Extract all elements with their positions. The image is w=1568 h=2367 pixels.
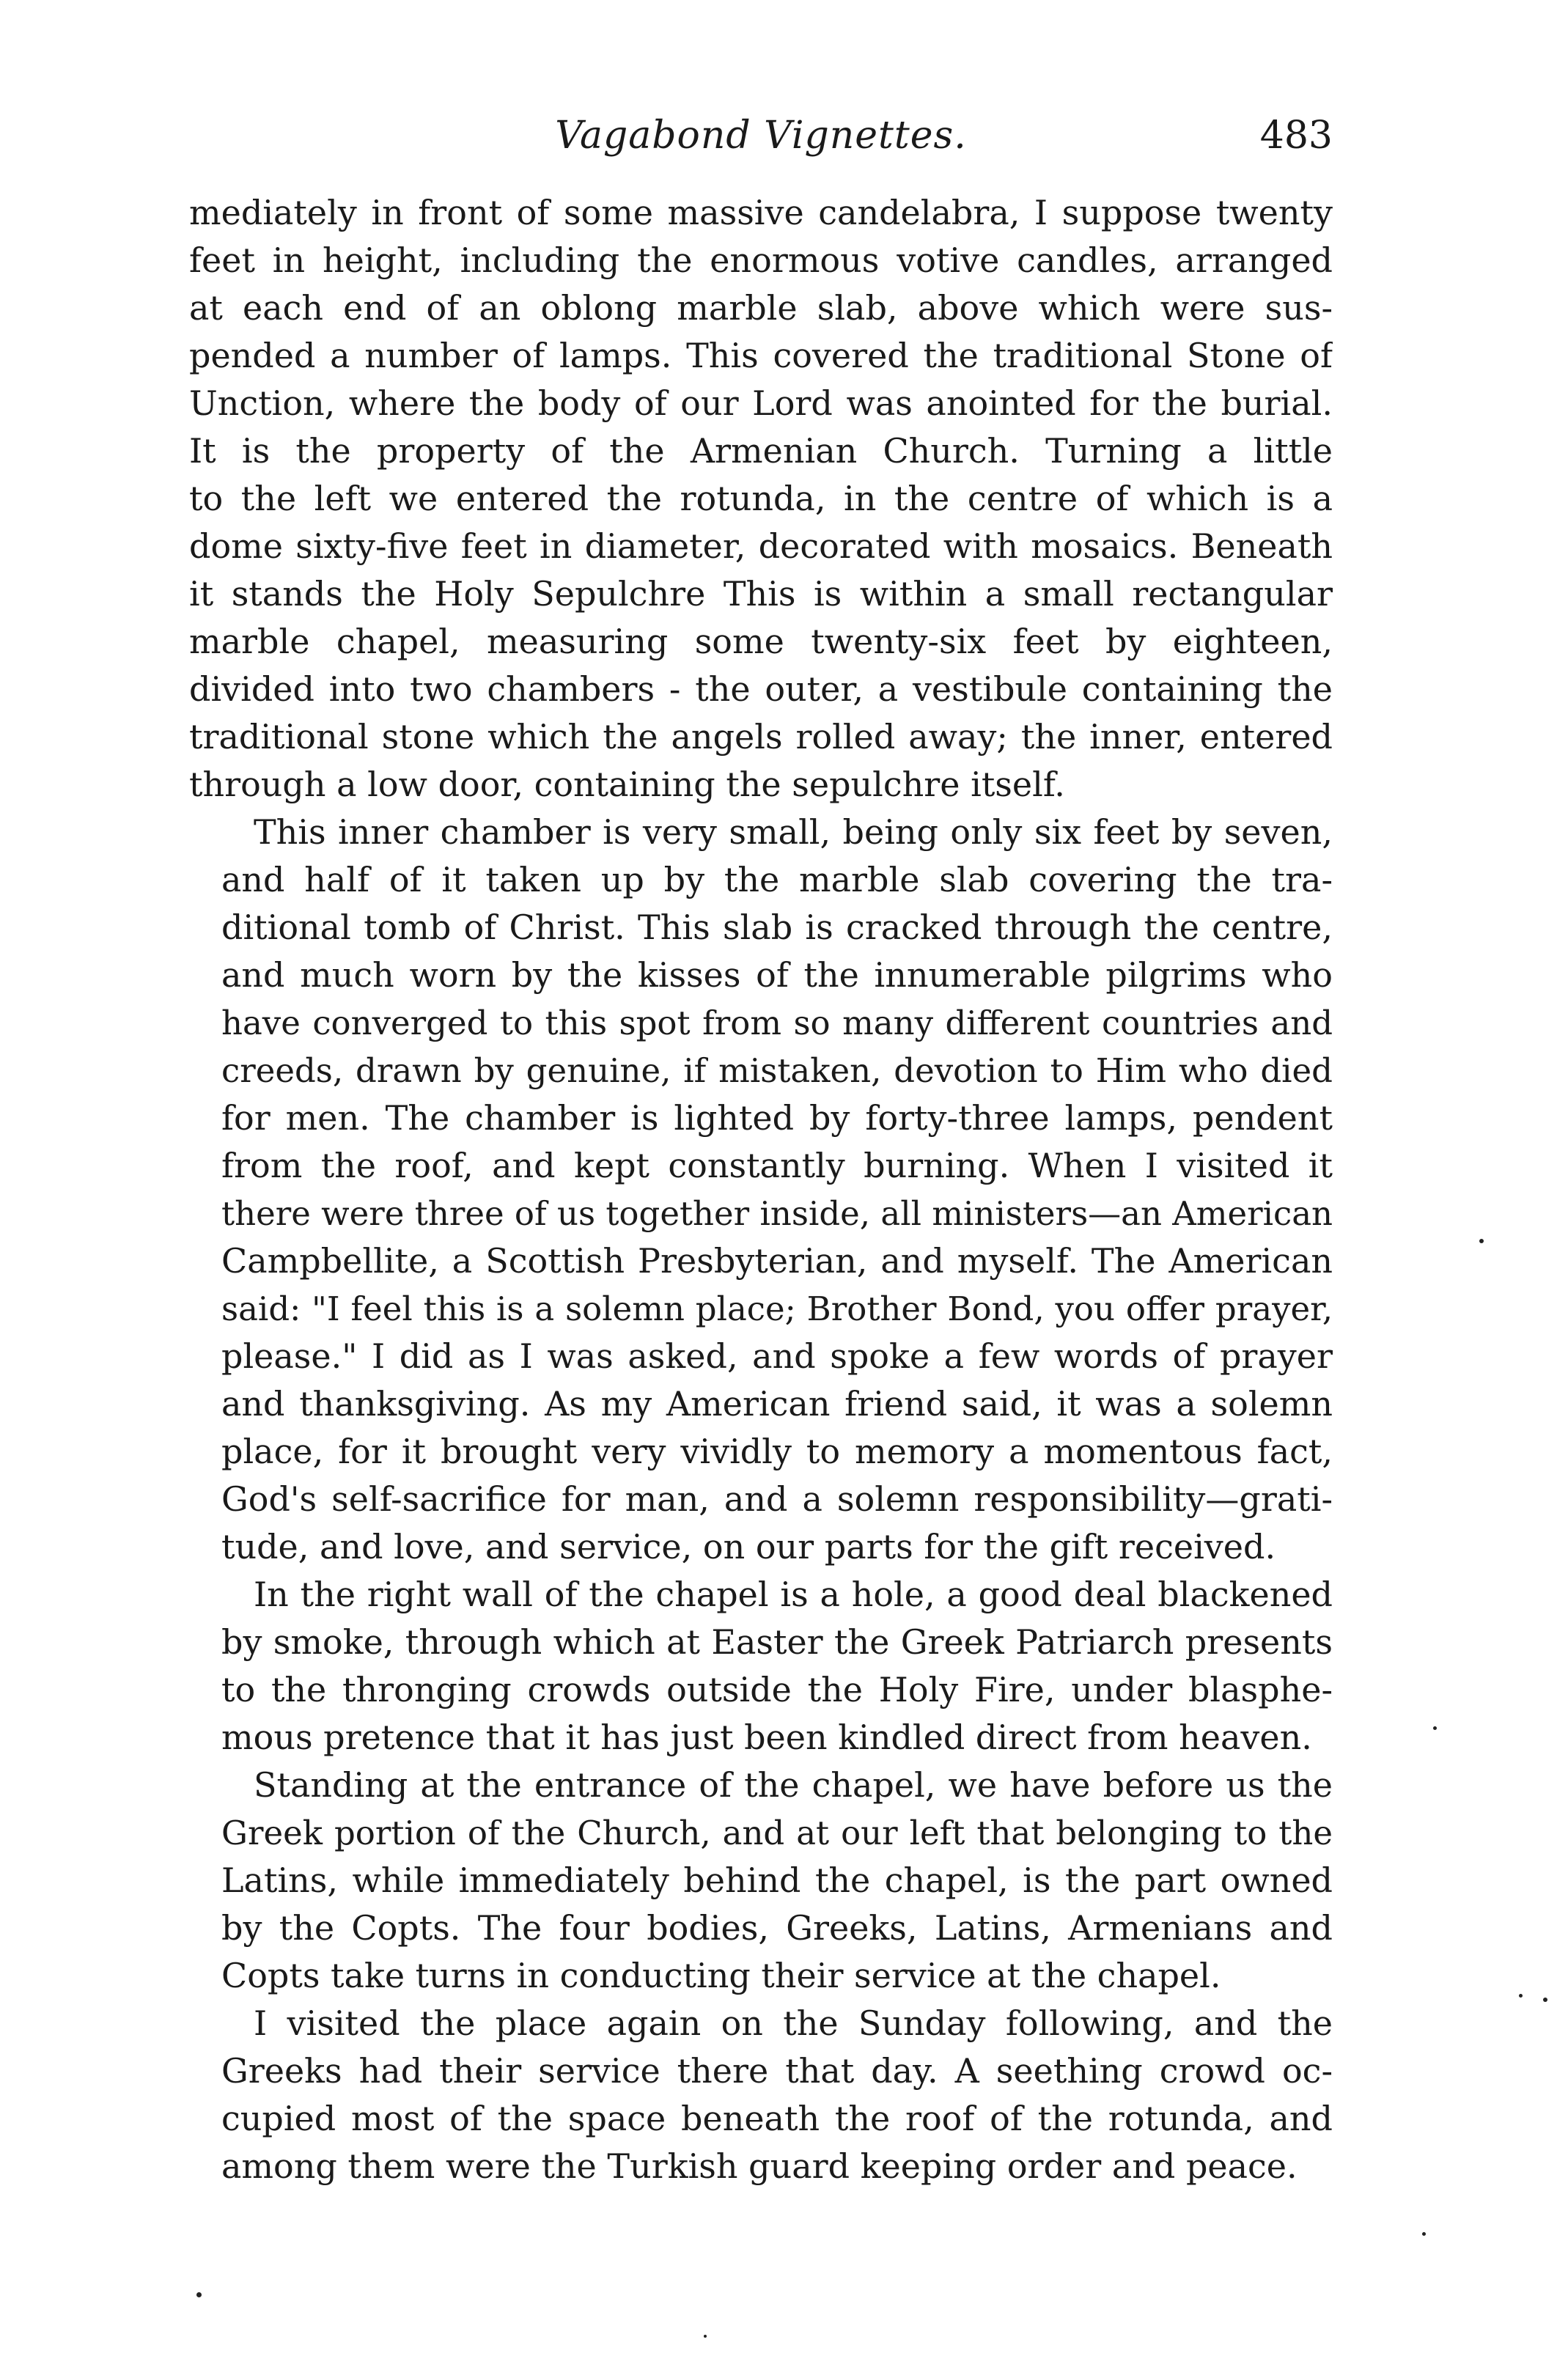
text-line: among them were the Turkish guard keeping order and peace. [221,2146,1298,2186]
page-header [189,110,1333,176]
text-line: Greeks had their service there that day. A seething crowd oc- [221,2051,1333,2091]
text-line: divided into two chambers - the outer, a vestibule containing the [189,669,1333,709]
text-line: mediately in front of some massive candelabra, I suppose twenty [189,193,1333,232]
scan-speck [704,2335,707,2338]
text-line: by the Copts. The four bodies, Greeks, Latins, Armenians and [221,1908,1333,1948]
scan-speck [1433,1726,1437,1730]
text-line: It is the property of the Armenian Church. Turning a little [189,431,1333,471]
text-line: place, for it brought very vividly to memory a momentous fact, [221,1432,1333,1471]
text-line: pended a number of lamps. This covered the traditional Stone of [189,336,1333,375]
text-line: and thanksgiving. As my American friend said, it was a solemn [221,1384,1333,1424]
text-line: and half of it taken up by the marble slab covering the tra- [221,860,1333,899]
text-line: by smoke, through which at Easter the Greek Patriarch presents [221,1622,1333,1662]
text-line: marble chapel, measuring some twenty-six feet by eighteen, [189,622,1333,661]
text-line: have converged to this spot from so many different countries and [221,1004,1333,1042]
text-line: Greek portion of the Church, and at our left that belonging to the [221,1814,1333,1852]
paragraph [189,809,1333,1571]
text-line: This inner chamber is very small, being only six feet by seven, [254,812,1333,852]
text-line: there were three of us together inside, all ministers—an American [221,1194,1333,1233]
text-line: mous pretence that it has just been kindled direct from heaven. [221,1718,1312,1757]
text-line: traditional stone which the angels rolled away; the inner, entered [189,717,1333,757]
text-line: Standing at the entrance of the chapel, we have before us the [254,1765,1333,1805]
text-line: tude, and love, and service, on our parts for the gift received. [221,1527,1276,1567]
paragraph [189,189,1333,809]
text-line: to the left we entered the rotunda, in the centre of which is a [189,479,1333,518]
text-line: through a low door, containing the sepulchre itself. [189,765,1065,804]
text-line: and much worn by the kisses of the innumerable pilgrims who [221,955,1333,995]
running-title: Vagabond Vignettes. [555,114,967,158]
text-line: ditional tomb of Christ. This slab is cracked through the centre, [221,908,1333,947]
text-line: Copts take turns in conducting their service at the chapel. [221,1956,1221,1995]
text-line: to the thronging crowds outside the Holy Fire, under blasphe- [221,1670,1333,1709]
text-line: Campbellite, a Scottish Presbyterian, and myself. The American [221,1241,1333,1281]
text-line: said: "I feel this is a solemn place; Brother Bond, you offer prayer, [221,1289,1333,1328]
text-line: it stands the Holy Sepulchre This is within a small rectangular [189,574,1333,614]
scan-speck [1519,1994,1523,1998]
text-line: Unction, where the body of our Lord was anointed for the burial. [189,383,1333,423]
text-line: for men. The chamber is lighted by forty-three lamps, pendent [221,1098,1333,1138]
text-line: feet in height, including the enormous votive candles, arranged [189,240,1333,280]
text-line: please." I did as I was asked, and spoke a few words of prayer [221,1336,1333,1376]
text-line: creeds, drawn by genuine, if mistaken, devotion to Him who died [221,1051,1333,1090]
text-line: Latins, while immediately behind the chapel, is the part owned [221,1860,1333,1900]
paragraph [189,1762,1333,2000]
text-line: I visited the place again on the Sunday following, and the [254,2003,1333,2043]
scan-speck [1479,1239,1484,1243]
scan-speck [1543,1998,1547,2002]
paragraph [189,2000,1333,2190]
text-line: dome sixty-five feet in diameter, decorated with mosaics. Beneath [189,526,1333,566]
page-number: 483 [1259,114,1333,158]
text-line: In the right wall of the chapel is a hole, a good deal blackened [254,1575,1333,1614]
text-line: from the roof, and kept constantly burning. When I visited it [221,1146,1333,1185]
text-line: at each end of an oblong marble slab, above which were sus- [189,288,1333,328]
text-line: cupied most of the space beneath the roof of the rotunda, and [221,2099,1333,2138]
text-line: God's self-sacrifice for man, and a solemn responsibility—grati- [221,1479,1333,1519]
scan-speck [196,2292,202,2297]
scan-speck [1422,2232,1426,2236]
paragraph [189,1571,1333,1762]
body-text [189,189,1333,2190]
